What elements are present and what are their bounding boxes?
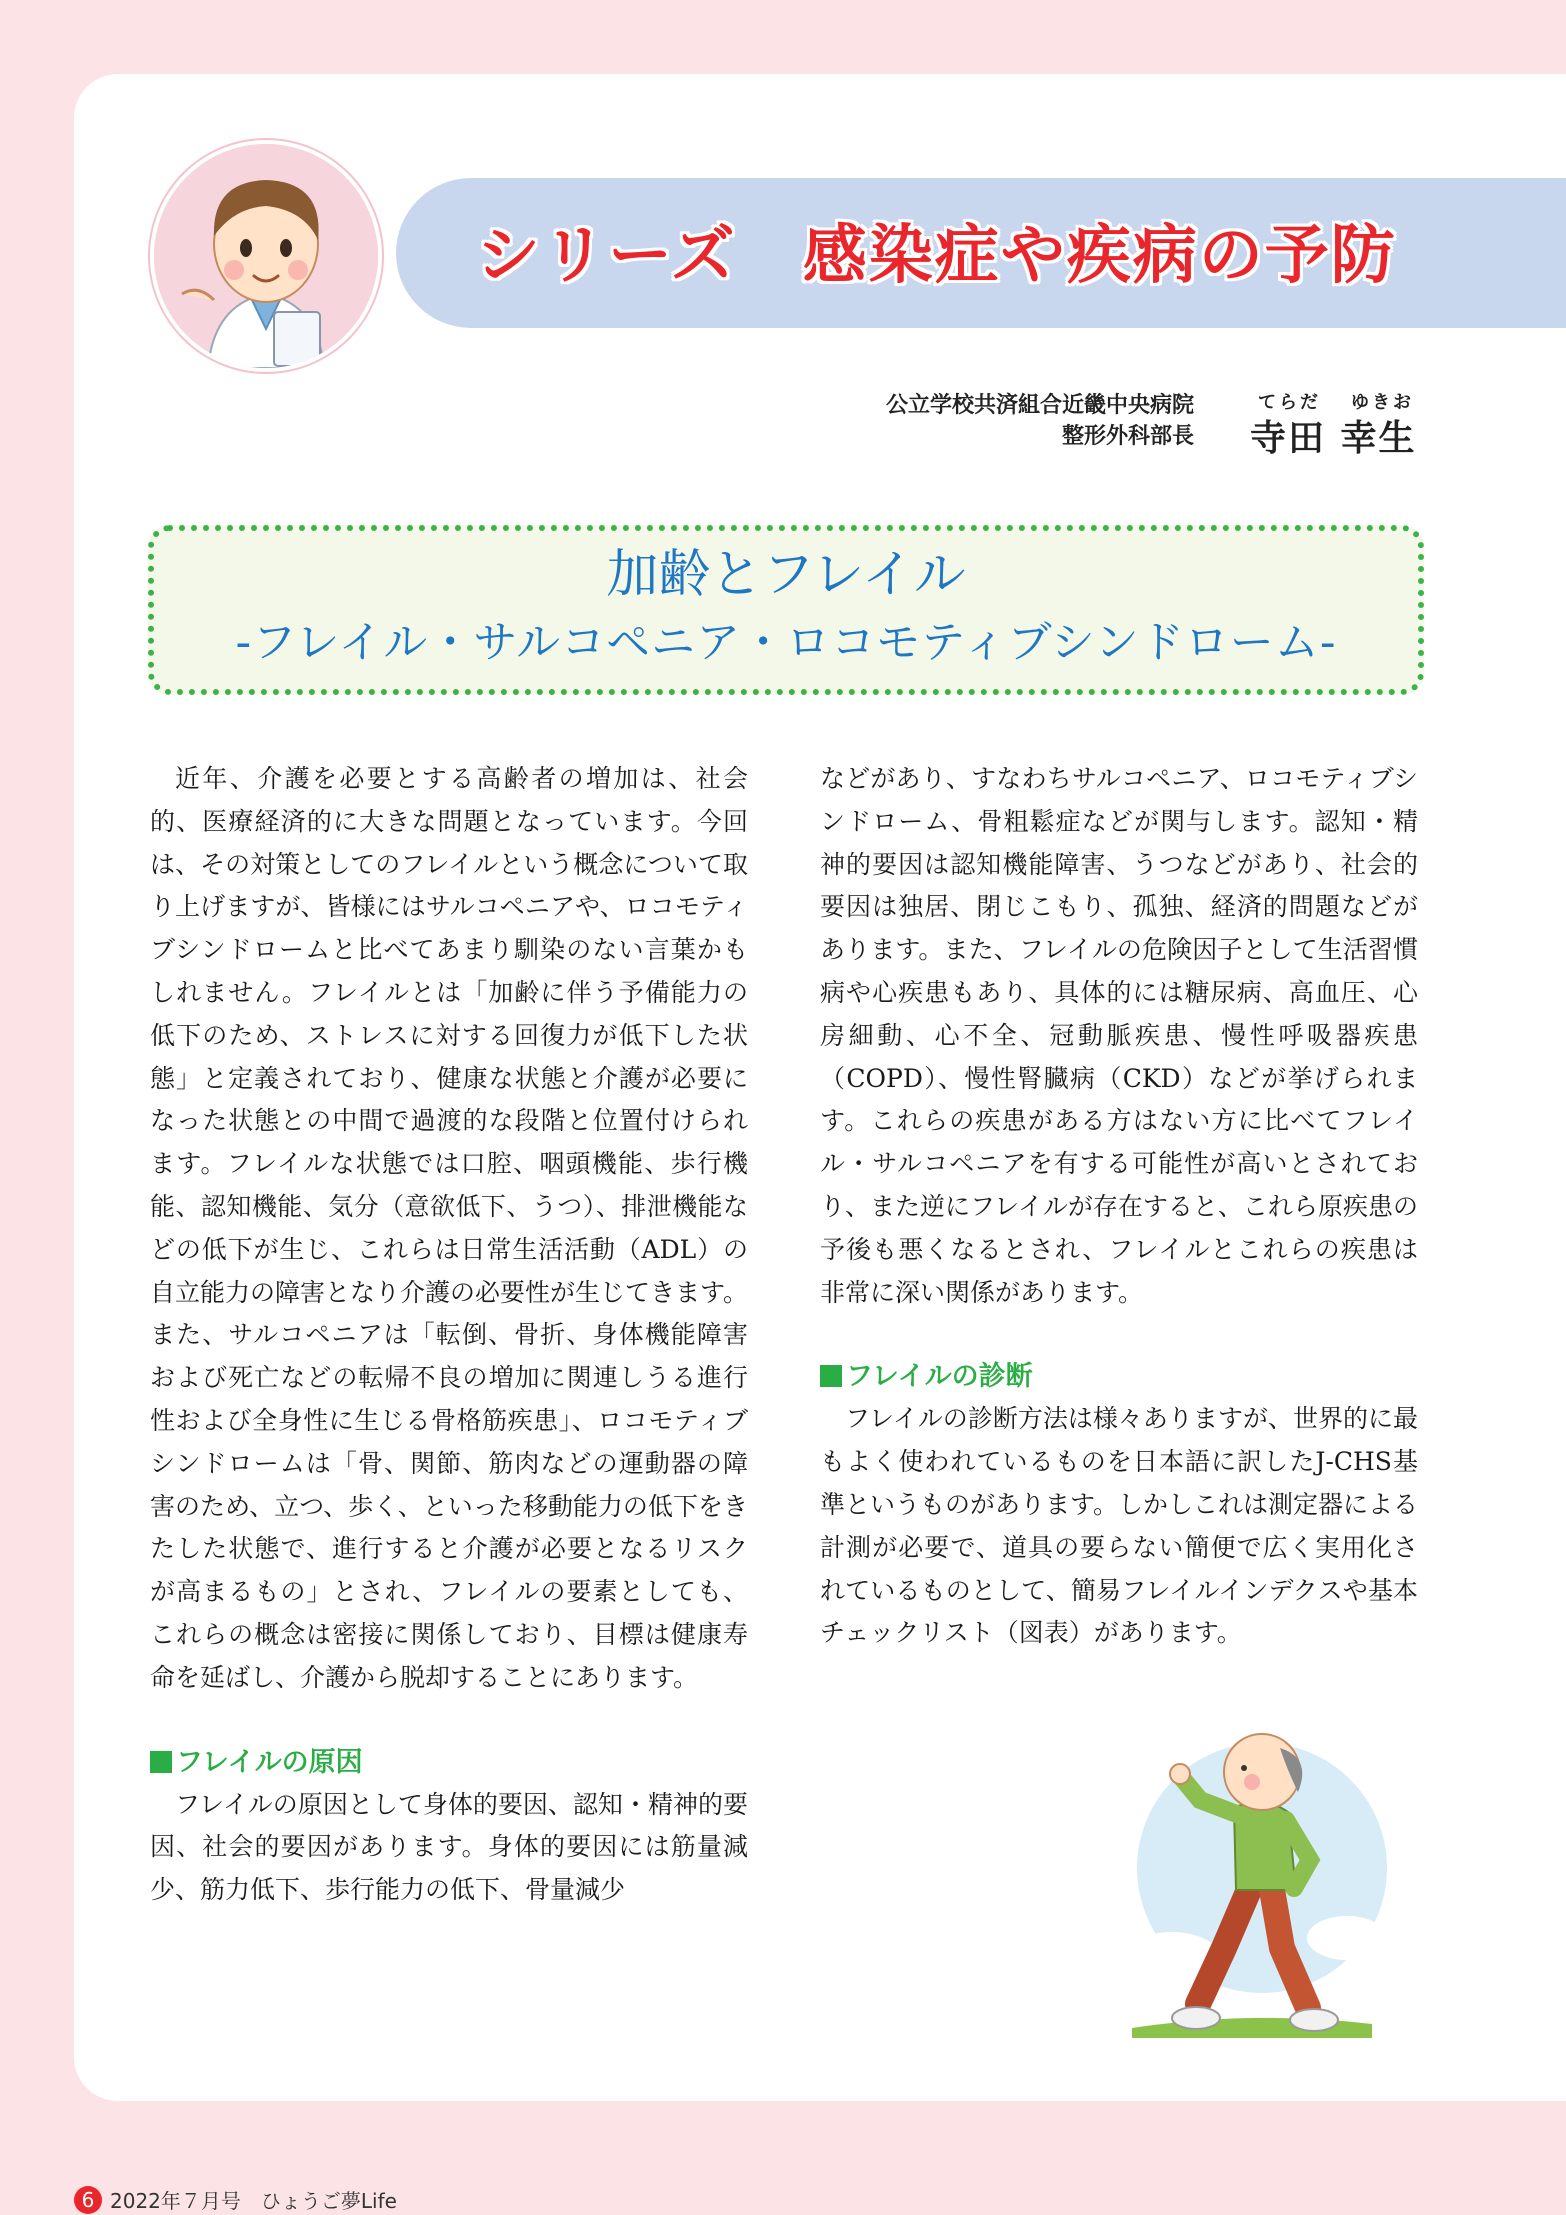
issue-label: 2022年７月号 ひょうご夢Life [110, 2189, 397, 2213]
series-title: シリーズ 感染症や疾病の予防 [476, 219, 1397, 293]
body-column-right [820, 758, 1418, 1655]
page-number: 6 [74, 2186, 102, 2214]
author-name: 寺田 幸生 [1250, 418, 1417, 459]
article-subtitle: -フレイル・サルコペニア・ロコモティブシンドローム- [235, 617, 1337, 668]
ruby-given: ゆきお [1351, 392, 1414, 413]
page-footer [74, 2185, 397, 2214]
diagnosis-paragraph: フレイルの診断方法は様々ありますが、世界的に最もよく使われているものを日本語に訳したJ-CHS基準というものがあります。しかしこれは測定器による計測が必要で、道具の要らない簡便で広く実用化されているものとして、簡易フレイルインデクスや基本チェックリスト（図表）があります。 [820, 1404, 1419, 1648]
heading-diagnosis-text: フレイルの診断 [846, 1361, 1033, 1393]
intro-paragraph: 近年、介護を必要とする高齢者の増加は、社会的、医療経済的に大きな問題となっています。今回は、その対策としてのフレイルという概念について取り上げますが、皆様にはサルコペニアや、ロコモティブシンドロームと比べてあまり馴染のない言葉かもしれません。フレイルとは「加齢に伴う予備能力の低下のため、ストレスに対する回復力が低下した状態」と定義されており、健康な状態と介護が必要になった状態との中間で過渡的な段階と位置付けられます。フレイルな状態では口腔、咽頭機能、歩行機能、認知機能、気分（意欲低下、うつ）、排泄機能などの低下が生じ、これらは日常生活活動（ADL）の自立能力の障害となり介護の必要性が生じてきます。また、サルコペニアは「転倒、骨折、身体機能障害および死亡などの転帰不良の増加に関連しうる進行性および全身性に生じる骨格筋疾患」、ロコモティブシンドロームは「骨、関節、筋肉などの運動器の障害のため、立つ、歩く、といった移動能力の低下をきたした状態で、進行すると介護が必要となるリスクが高まるもの」とされ、フレイルの要素としても、これらの概念は密接に関係しており、目標は健康寿命を延ばし、介護から脱却することにあります。 [150, 764, 749, 1692]
body-column-left [150, 758, 748, 1912]
ruby-family: てらだ [1258, 392, 1321, 413]
doctor-illustration [150, 140, 382, 372]
heading-square-icon [150, 1751, 172, 1773]
affiliation-hospital: 公立学校共済組合近畿中央病院 [885, 393, 1194, 418]
section-heading-cause [150, 1742, 748, 1784]
article-title-box [148, 525, 1424, 695]
section-heading-diagnosis [820, 1356, 1418, 1398]
heading-square-icon [820, 1365, 842, 1387]
author-block [1250, 388, 1417, 461]
heading-cause-text: フレイルの原因 [176, 1746, 363, 1778]
cause-paragraph: フレイルの原因として身体的要因、認知・精神的要因、社会的要因があります。身体的要因には筋量減少、筋力低下、歩行能力の低下、骨量減少 [150, 1789, 748, 1905]
affiliation-position: 整形外科部長 [1061, 424, 1194, 449]
cause-paragraph-continued: などがあり、すなわちサルコペニア、ロコモティブシンドローム、骨粗鬆症などが関与します。認知・精神的要因は認知機能障害、うつなどがあり、社会的要因は独居、閉じこもり、孤独、経済的問題などがあります。また、フレイルの危険因子として生活習慣病や心疾患もあり、具体的には糖尿病、高血圧、心房細動、心不全、冠動脈疾患、慢性呼吸器疾患（COPD）、慢性腎臓病（CKD）などが挙げられます。これらの疾患がある方はない方に比べてフレイル・サルコペニアを有する可能性が高いとされており、また逆にフレイルが存在すると、これら原疾患の予後も悪くなるとされ、フレイルとこれらの疾患は非常に深い関係があります。 [820, 764, 1418, 1307]
author-affiliation [760, 390, 1194, 452]
article-title: 加齢とフレイル [606, 545, 966, 605]
walking-elder-illustration [1112, 1728, 1388, 2046]
